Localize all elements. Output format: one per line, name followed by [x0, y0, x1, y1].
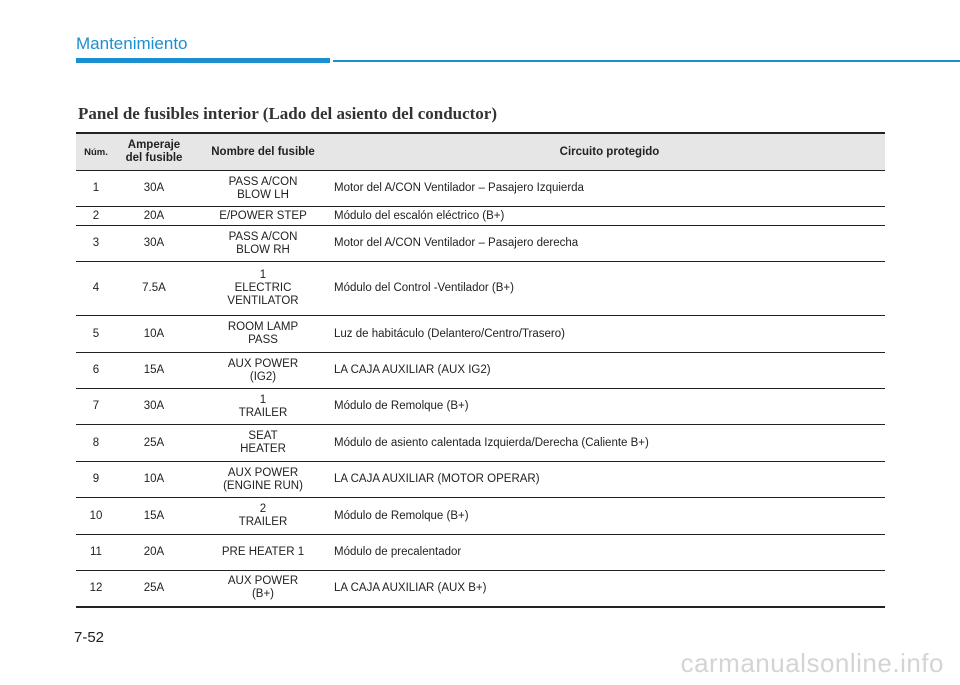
cell-amperage: 10A	[116, 462, 192, 498]
cell-fuse-name: 2 TRAILER	[192, 498, 334, 535]
table-row	[76, 425, 885, 462]
cell-circuit: LA CAJA AUXILIAR (AUX B+)	[334, 581, 487, 594]
table-row	[76, 462, 885, 498]
cell-circuit: Módulo del escalón eléctrico (B+)	[334, 207, 885, 226]
table-header-row	[76, 133, 885, 171]
table-row	[76, 226, 885, 262]
table-row	[76, 171, 885, 207]
cell-circuit: Módulo de Remolque (B+)	[334, 389, 885, 425]
page-number: 7-52	[74, 629, 105, 646]
section-title: Mantenimiento	[76, 34, 188, 53]
cell-circuit: Módulo del Control -Ventilador (B+)	[334, 262, 885, 316]
cell-fuse-name: SEAT HEATER	[192, 425, 334, 462]
cell-circuit: Módulo de asiento calentada Izquierda/Derecha (Caliente B+)	[334, 425, 885, 462]
table-row	[76, 571, 885, 607]
table-row	[76, 353, 885, 389]
cell-amperage: 20A	[116, 535, 192, 571]
cell-number: 4	[76, 262, 116, 316]
table-row	[76, 389, 885, 425]
cell-amperage: 30A	[116, 226, 192, 262]
cell-number: 6	[76, 353, 116, 389]
header-rule-thick	[76, 58, 330, 63]
cell-fuse-name: PASS A/CON BLOW RH	[192, 226, 334, 262]
column-header-fuse-name: Nombre del fusible	[192, 133, 334, 171]
watermark: carmanualsonline.info	[680, 648, 944, 678]
cell-fuse-name: 1 TRAILER	[192, 389, 334, 425]
cell-circuit: Módulo de Remolque (B+)	[334, 498, 885, 535]
cell-number: 2	[76, 207, 116, 226]
cell-number: 10	[76, 498, 116, 535]
cell-fuse-name: AUX POWER (ENGINE RUN)	[192, 462, 334, 498]
cell-number: 11	[76, 535, 116, 571]
cell-number: 3	[76, 226, 116, 262]
fuse-table	[76, 132, 885, 608]
cell-amperage: 25A	[143, 581, 165, 594]
cell-circuit: Módulo de precalentador	[334, 535, 885, 571]
cell-circuit: Motor del A/CON Ventilador – Pasajero derecha	[334, 226, 885, 262]
cell-fuse-name: AUX POWER (IG2)	[192, 353, 334, 389]
cell-number: 5	[76, 316, 116, 353]
cell-number: 1	[76, 171, 116, 207]
cell-amperage: 30A	[116, 389, 192, 425]
cell-amperage: 7.5A	[116, 262, 192, 316]
cell-fuse-name: E/POWER STEP	[192, 207, 334, 226]
table-row	[76, 498, 885, 535]
cell-amperage: 15A	[116, 498, 192, 535]
table-row	[76, 262, 885, 316]
cell-fuse-name: PRE HEATER 1	[192, 535, 334, 571]
cell-fuse-name: AUX POWER (B+)	[227, 575, 299, 601]
table-row	[76, 316, 885, 353]
column-header-amperage: Amperaje del fusible	[116, 133, 192, 171]
cell-number: 9	[76, 462, 116, 498]
cell-number: 12	[89, 581, 103, 594]
column-header-number: Núm.	[76, 133, 116, 171]
cell-circuit: LA CAJA AUXILIAR (MOTOR OPERAR)	[334, 462, 885, 498]
cell-fuse-name: PASS A/CON BLOW LH	[192, 171, 334, 207]
cell-amperage: 10A	[116, 316, 192, 353]
header-rule-thin	[333, 60, 960, 62]
cell-circuit: Luz de habitáculo (Delantero/Centro/Trasero)	[334, 316, 885, 353]
table-row	[76, 207, 885, 226]
column-header-circuit: Circuito protegido	[334, 133, 885, 171]
page-heading: Panel de fusibles interior (Lado del asiento del conductor)	[78, 104, 498, 123]
cell-amperage: 30A	[116, 171, 192, 207]
cell-amperage: 15A	[116, 353, 192, 389]
table-row	[76, 535, 885, 571]
cell-fuse-name: ROOM LAMP PASS	[192, 316, 334, 353]
cell-number: 7	[76, 389, 116, 425]
cell-circuit: LA CAJA AUXILIAR (AUX IG2)	[334, 353, 885, 389]
cell-amperage: 20A	[116, 207, 192, 226]
cell-number: 8	[76, 425, 116, 462]
cell-fuse-name: 1 ELECTRIC VENTILATOR	[192, 262, 334, 316]
cell-circuit: Motor del A/CON Ventilador – Pasajero Izquierda	[334, 171, 885, 207]
cell-amperage: 25A	[116, 425, 192, 462]
